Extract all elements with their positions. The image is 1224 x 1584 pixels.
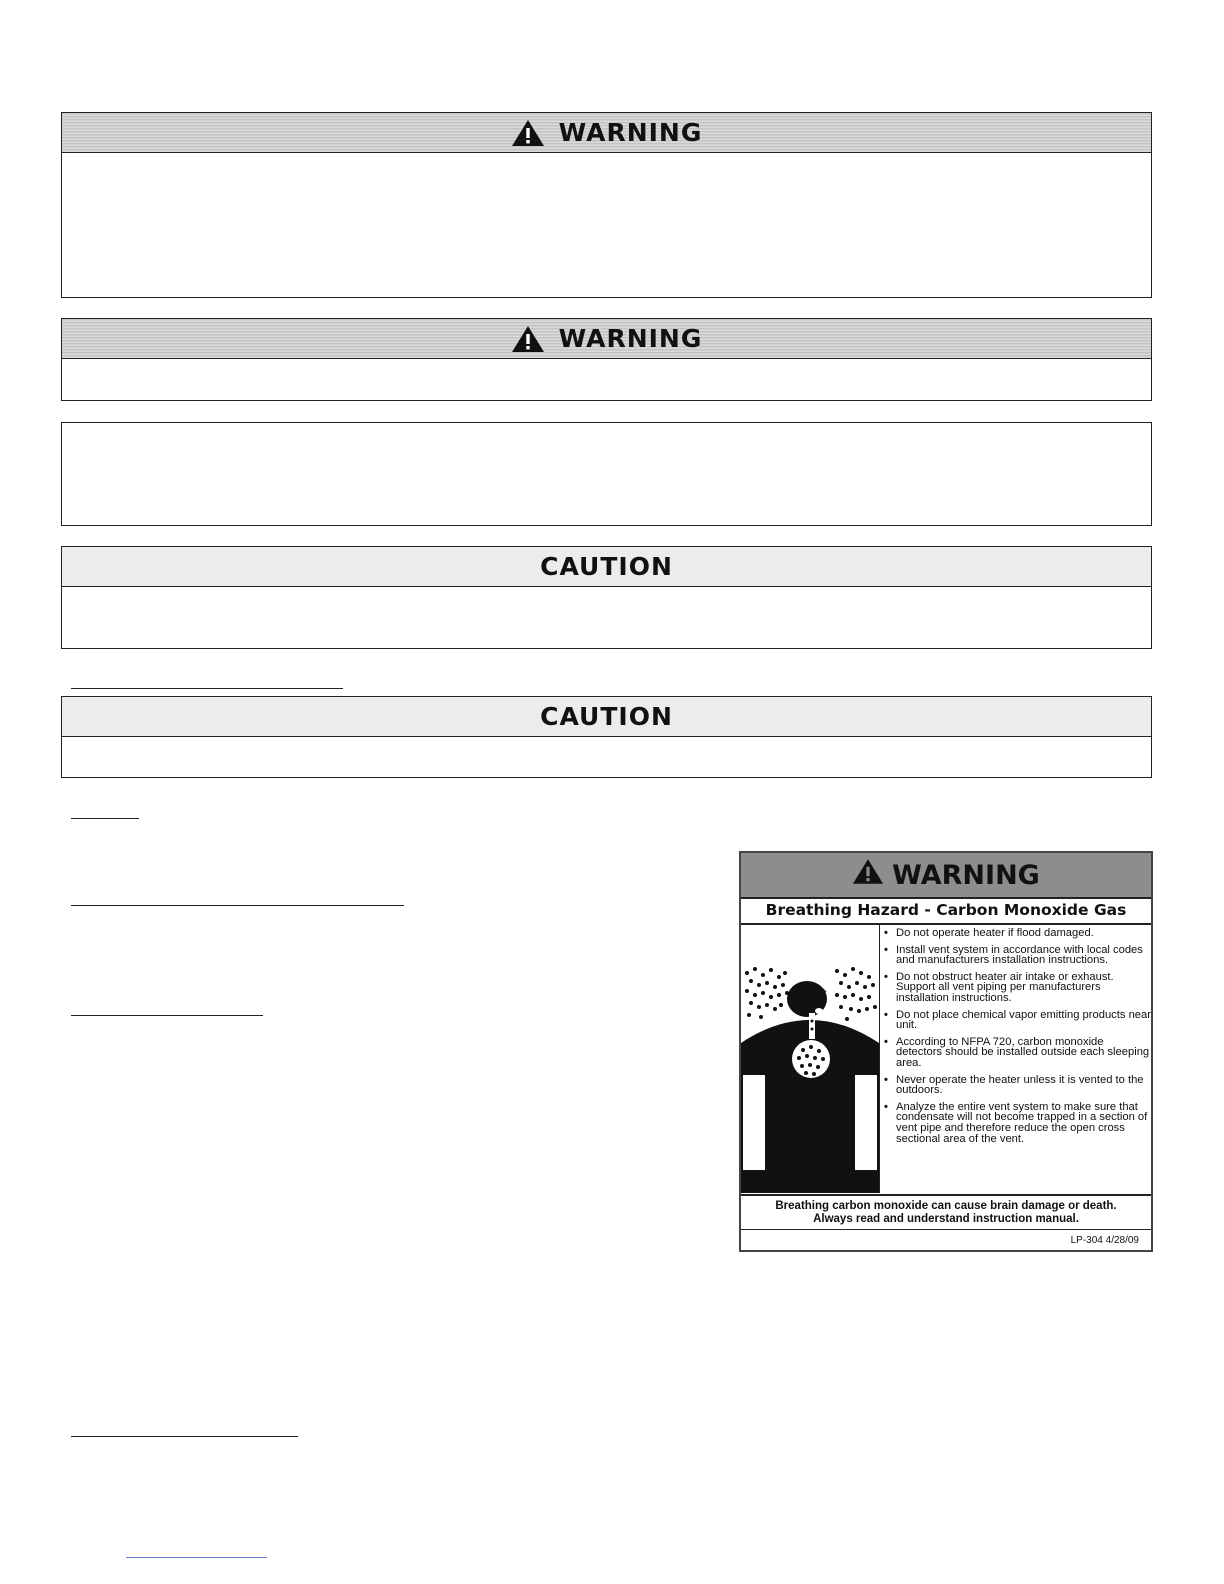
label-bullet: • Analyze the entire vent system to make sure that condensate will not become trapped in a section of vent pipe and therefore reduce the open cross sectional area of the vent. xyxy=(882,1102,1152,1144)
warning-triangle-icon xyxy=(852,858,884,892)
caution-header-text-2: CAUTION xyxy=(540,702,673,731)
footer-link[interactable] xyxy=(126,1557,267,1558)
label-warning-header xyxy=(741,853,1151,899)
caution-header-1 xyxy=(62,547,1151,587)
warning-header-1 xyxy=(62,113,1151,153)
label-subtitle: Breathing Hazard - Carbon Monoxide Gas xyxy=(741,897,1151,925)
co-warning-label xyxy=(739,851,1153,1252)
label-bullet: • Do not operate heater if flood damaged. xyxy=(882,928,1152,939)
notice-box xyxy=(61,422,1152,526)
section-heading-underline xyxy=(71,905,404,906)
warning-triangle-icon xyxy=(511,119,545,147)
label-warning-text: WARNING xyxy=(892,859,1040,891)
section-heading-underline xyxy=(71,818,139,819)
label-code: LP-304 4/28/09 xyxy=(1070,1235,1139,1246)
warning-header-2 xyxy=(62,319,1151,359)
warning-header-text-2: WARNING xyxy=(558,324,703,353)
label-bullet-list xyxy=(882,928,1152,1150)
label-bullet: • Do not obstruct heater air intake or exhaust. Support all vent piping per manufacturers installation instructions. xyxy=(882,972,1152,1004)
caution-header-text-1: CAUTION xyxy=(540,552,673,581)
label-footer-line-1: Breathing carbon monoxide can cause brain damage or death. xyxy=(775,1199,1117,1212)
label-footer-line-2: Always read and understand instruction manual. xyxy=(813,1212,1079,1225)
section-heading-underline xyxy=(71,1015,263,1016)
caution-header-2 xyxy=(62,697,1151,737)
warning-triangle-icon xyxy=(511,325,545,353)
section-heading-underline xyxy=(71,688,343,689)
section-heading-underline xyxy=(71,1436,298,1437)
warning-box-2 xyxy=(61,318,1152,401)
person-inhaling-gas-illustration xyxy=(741,925,880,1193)
caution-box-1 xyxy=(61,546,1152,649)
label-bullet: • Install vent system in accordance with local codes and manufacturers installation instructions. xyxy=(882,945,1152,966)
label-footer xyxy=(741,1194,1151,1230)
label-bullet: • According to NFPA 720, carbon monoxide detectors should be installed outside each sleeping area. xyxy=(882,1037,1152,1069)
caution-box-2 xyxy=(61,696,1152,778)
warning-box-1 xyxy=(61,112,1152,298)
label-bullet: • Do not place chemical vapor emitting products near unit. xyxy=(882,1010,1152,1031)
label-bullet: • Never operate the heater unless it is vented to the outdoors. xyxy=(882,1075,1152,1096)
warning-header-text-1: WARNING xyxy=(558,118,703,147)
